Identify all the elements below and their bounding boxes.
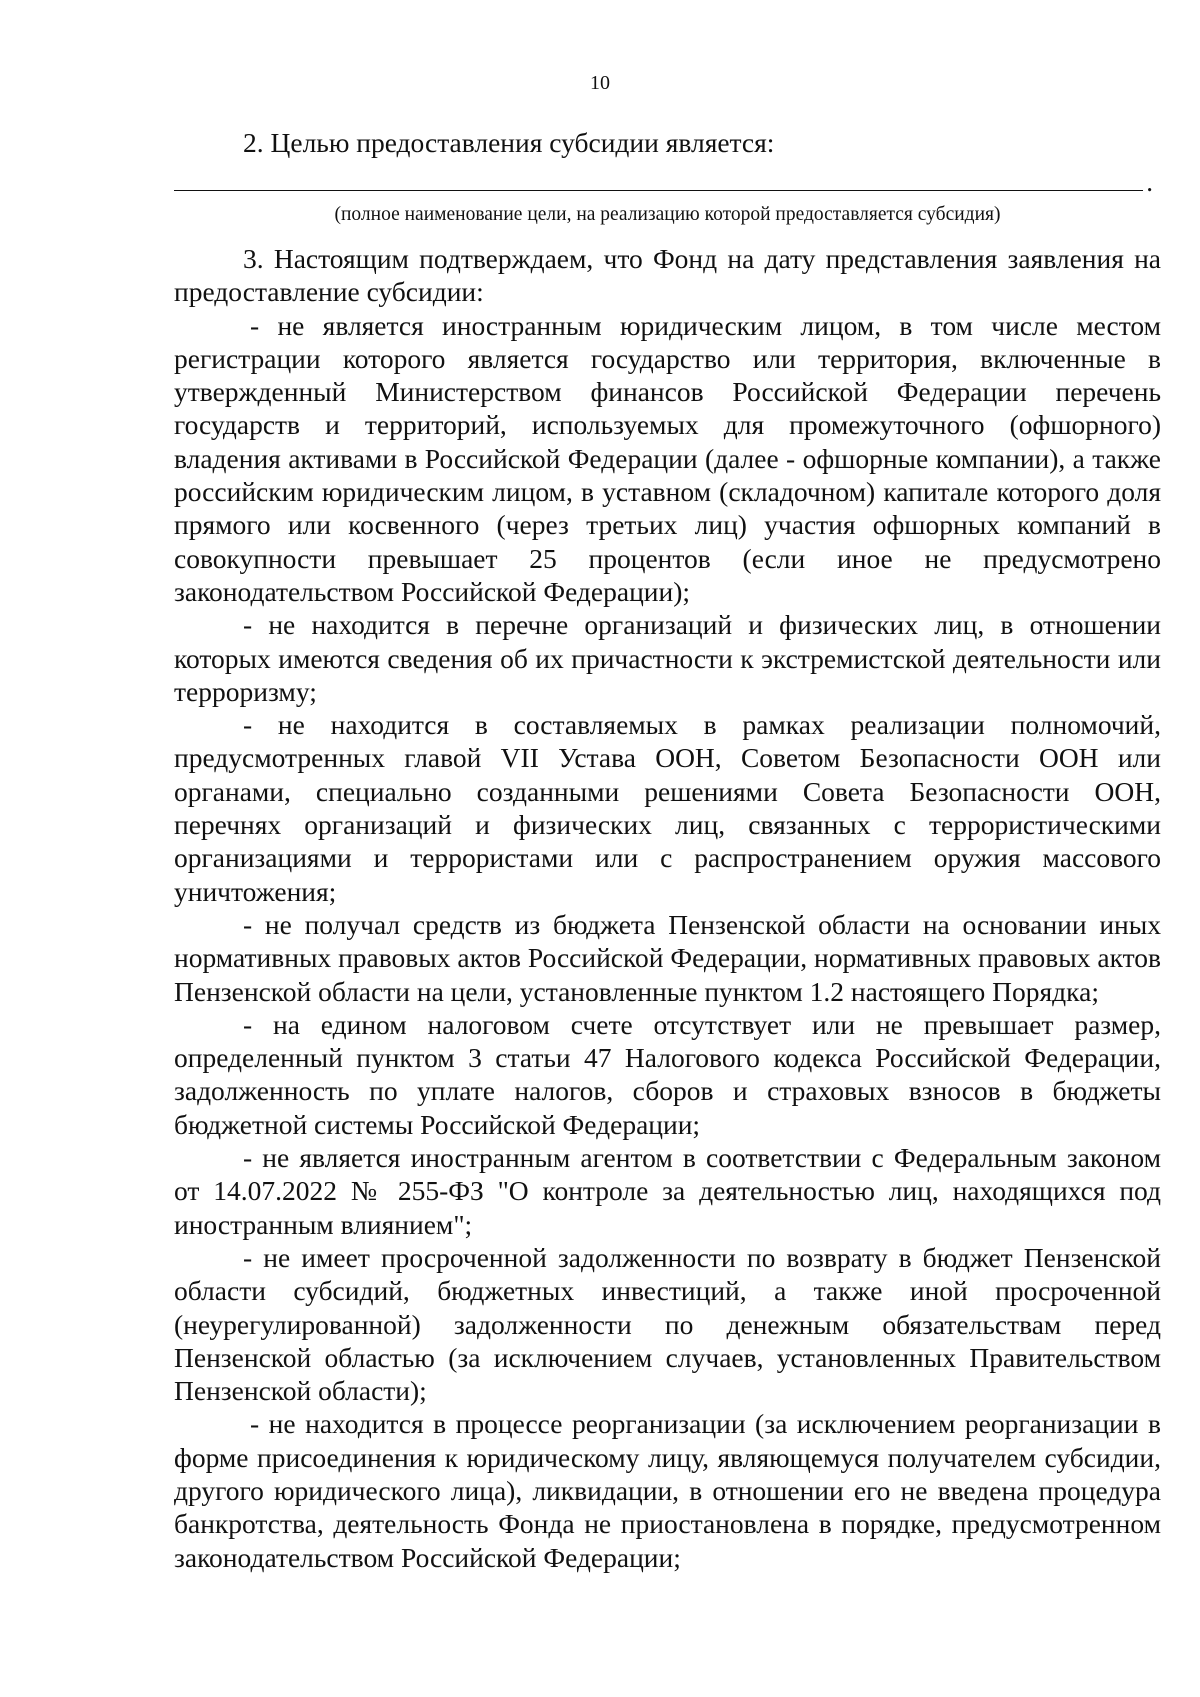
confirmation-item: - не находится в процессе реорганизации (за исключением реорганизации в форме присоединения к юридическому лицу, являющемуся получателем субсидии, другого юридического лица), ликвидации, в отношении его не введена процедура банкротства, деятельность Фонда не приостановлена в порядке, предусмотренном законодательством Российской Федерации;: [174, 1408, 1161, 1573]
purpose-section: [174, 126, 1161, 227]
confirmation-intro: 3. Настоящим подтверждаем, что Фонд на дату представления заявления на предоставление субсидии:: [174, 243, 1161, 308]
confirmation-item: - не является иностранным агентом в соответствии с Федеральным законом от 14.07.2022 № 255-ФЗ "О контроле за деятельностью лиц, находящихся под иностранным влиянием";: [174, 1142, 1161, 1240]
purpose-blank-end: .: [1146, 167, 1153, 198]
confirmation-item: - не является иностранным юридическим лицом, в том числе местом регистрации которого является государство или территория, включенные в утвержденный Министерством финансов Российской Федерации перечень государств и территорий, используемых для промежуточного (офшорного) владения активами в Российской Федерации (далее - офшорные компании), а также российским юридическим лицом, в уставном (складочном) капитале которого доля прямого или косвенного (через третьих лиц) участия офшорных компаний в совокупности превышает 25 процентов (если иное не предусмотрено законодательством Российской Федерации);: [174, 309, 1161, 607]
purpose-heading: 2. Целью предоставления субсидии является:: [243, 127, 775, 158]
purpose-fill-line: [174, 190, 1143, 191]
confirmation-item: - не имеет просроченной задолженности по возврату в бюджет Пензенской области субсидий, бюджетных инвестиций, а также иной просроченной (неурегулированной) задолженности по денежным обязательствам перед Пензенской областью (за исключением случаев, установленных Правительством Пензенской области);: [174, 1241, 1161, 1407]
confirmation-item: - на едином налоговом счете отсутствует или не превышает размер, определенный пунктом 3 статьи 47 Налогового кодекса Российской Федерации, задолженность по уплате налогов, сборов и страховых взносов в бюджеты бюджетной системы Российской Федерации;: [174, 1008, 1161, 1140]
confirmation-item: - не получал средств из бюджета Пензенской области на основании иных нормативных правовых актов Российской Федерации, нормативных правовых актов Пензенской области на цели, установленные пунктом 1.2 настоящего Порядка;: [174, 908, 1161, 1007]
purpose-caption: (полное наименование цели, на реализацию которой предоставляется субсидия): [334, 204, 1001, 226]
confirmation-item: - не находится в перечне организаций и физических лиц, в отношении которых имеются сведения об их причастности к экстремистской деятельности или терроризму;: [174, 609, 1161, 707]
confirmation-item: - не находится в составляемых в рамках реализации полномочий, предусмотренных главой VII Устава ООН, Советом Безопасности ООН или органами, специально созданными решениями Совета Безопасности ООН, перечнях организаций и физических лиц, связанных с террористическими организациями и террористами или с распространением оружия массового уничтожения;: [174, 709, 1161, 907]
purpose-blank-row: [174, 165, 1161, 198]
page-number: 10: [590, 72, 610, 94]
confirmation-section: [174, 242, 1161, 1574]
